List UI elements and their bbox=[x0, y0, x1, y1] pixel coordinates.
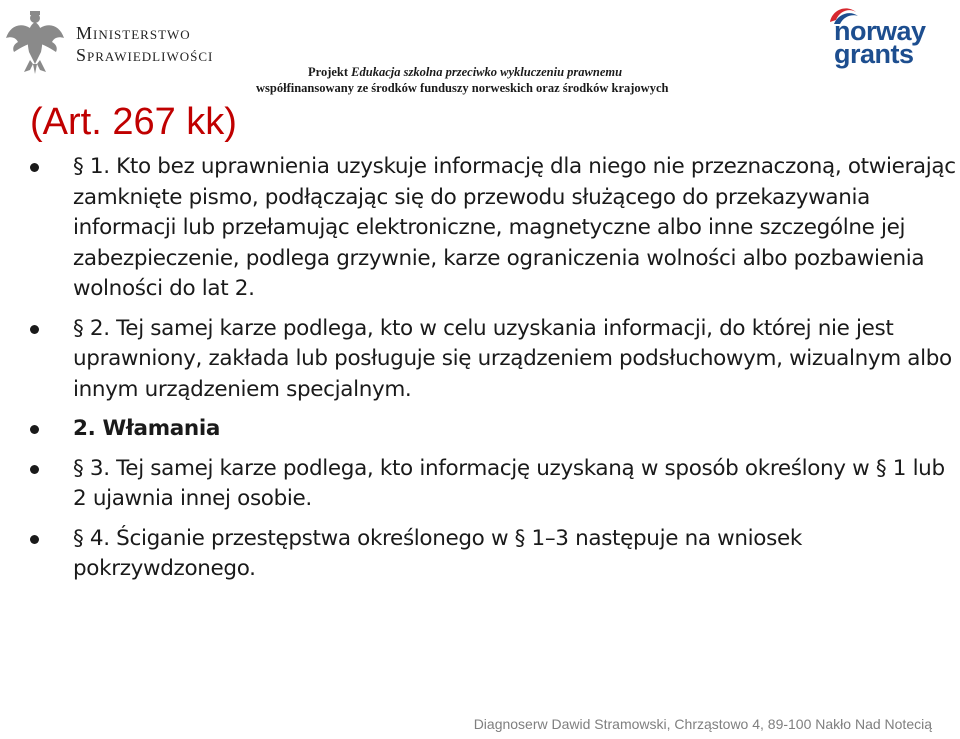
bullet-item-paragraph-2 bbox=[28, 314, 960, 406]
project-prefix: Projekt bbox=[308, 65, 349, 79]
bullet-text: § 1. Kto bez uprawnienia uzyskuje informację dla niego nie przeznaczoną, otwierając zamknięte pismo, podłączając się do przewodu służącego do przekazywania informacji lub przełamując elektroniczne, magnetyczne albo inne szczególne jej zabezpieczenie, podlega grzywnie, karze ograniczenia wolności albo pozbawienia wolności do lat 2. bbox=[73, 154, 956, 301]
norway-grants-logo bbox=[822, 0, 960, 76]
bullet-text: 2. Włamania bbox=[73, 416, 221, 441]
bullet-item-paragraph-4 bbox=[28, 524, 960, 585]
bullet-item-paragraph-3 bbox=[28, 454, 960, 515]
bullet-icon bbox=[30, 425, 39, 434]
slide-content bbox=[28, 152, 960, 594]
bullet-text: § 2. Tej samej karze podlega, kto w celu uzyskania informacji, do której nie jest uprawniony, zakłada lub posługuje się urządzeniem podsłuchowym, wizualnym albo innym urządzeniem specjalnym. bbox=[73, 315, 952, 402]
project-banner bbox=[256, 64, 726, 96]
bullet-icon bbox=[30, 325, 39, 334]
ministry-name-line2: Sprawiedliwości bbox=[76, 45, 214, 65]
footer-text: Diagnoserw Dawid Stramowski, Chrząstowo 4, 89-100 Nakło Nad Notecią bbox=[473, 716, 932, 732]
polish-eagle-emblem-icon bbox=[4, 8, 66, 76]
bullet-item-paragraph-1 bbox=[28, 152, 960, 305]
slide-footer bbox=[0, 716, 960, 732]
bullet-icon bbox=[30, 465, 39, 474]
bullet-text: § 4. Ściganie przestępstwa określonego w § 1–3 następuje na wniosek pokrzywdzonego. bbox=[73, 525, 802, 581]
norway-word: norway bbox=[834, 16, 926, 46]
bullet-item-heading bbox=[28, 414, 960, 445]
bullet-icon bbox=[30, 163, 39, 172]
ministry-name bbox=[76, 22, 213, 66]
norway-grants-wordmark bbox=[834, 16, 926, 69]
grants-word: grants bbox=[834, 39, 914, 69]
bullet-icon bbox=[30, 535, 39, 544]
slide-title: (Art. 267 kk) bbox=[30, 101, 237, 143]
project-title-line bbox=[256, 64, 726, 80]
project-name: Edukacja szkolna przeciwko wykluczeniu prawnemu bbox=[351, 65, 623, 79]
ministry-name-line1: Ministerstwo bbox=[76, 23, 191, 43]
project-funding-line: współfinansowany ze środków funduszy norweskich oraz środków krajowych bbox=[256, 81, 669, 95]
ministry-logo bbox=[4, 8, 234, 76]
bullet-text: § 3. Tej samej karze podlega, kto informację uzyskaną w sposób określony w § 1 lub 2 ujawnia innej osobie. bbox=[73, 455, 945, 511]
